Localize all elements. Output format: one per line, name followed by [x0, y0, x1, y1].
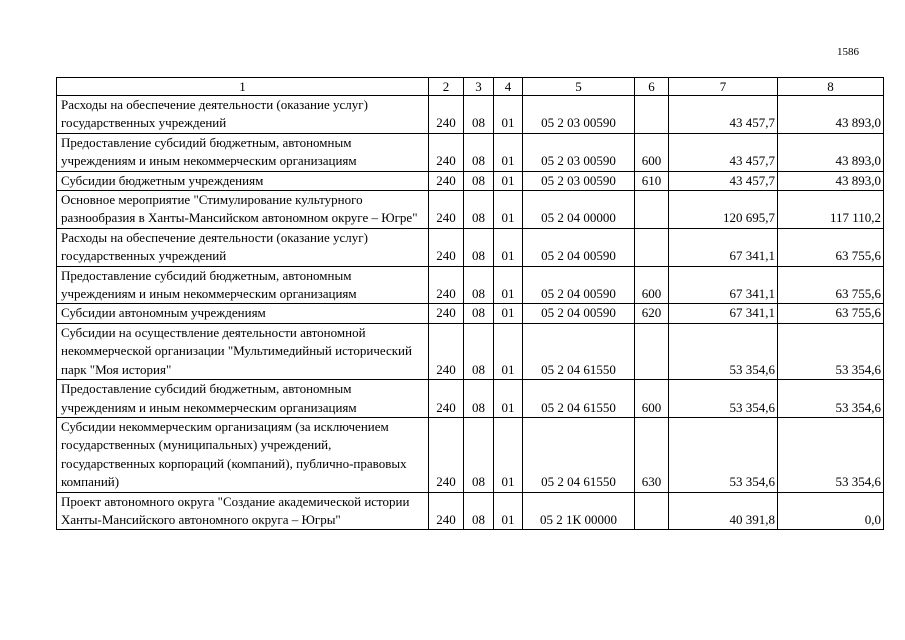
table-row — [57, 304, 884, 323]
amount-col-8: 0,0 — [778, 492, 884, 530]
target-article-code: 05 2 04 61550 — [523, 380, 635, 418]
subsection-code: 01 — [494, 191, 523, 229]
item-name: Предоставление субсидий бюджетным, автономным учреждениям и иным некоммерческим организациям — [57, 266, 429, 304]
table-row — [57, 266, 884, 304]
target-article-code: 05 2 03 00590 — [523, 96, 635, 134]
expense-type-code — [635, 191, 669, 229]
amount-col-7: 53 354,6 — [669, 323, 778, 379]
subsection-code: 01 — [494, 266, 523, 304]
amount-col-7: 43 457,7 — [669, 133, 778, 171]
header-cell: 6 — [635, 78, 669, 96]
target-article-code: 05 2 04 00590 — [523, 266, 635, 304]
amount-col-8: 43 893,0 — [778, 133, 884, 171]
section-code: 08 — [464, 96, 494, 134]
amount-col-7: 67 341,1 — [669, 228, 778, 266]
header-cell: 3 — [464, 78, 494, 96]
section-code: 08 — [464, 228, 494, 266]
section-code: 08 — [464, 191, 494, 229]
table-row — [57, 191, 884, 229]
expense-type-code — [635, 228, 669, 266]
target-article-code: 05 2 03 00590 — [523, 133, 635, 171]
expense-type-code — [635, 323, 669, 379]
subsection-code: 01 — [494, 380, 523, 418]
amount-col-8: 53 354,6 — [778, 380, 884, 418]
item-name: Проект автономного округа "Создание академической истории Ханты-Мансийского автономного округа – Югры" — [57, 492, 429, 530]
item-name: Расходы на обеспечение деятельности (оказание услуг) государственных учреждений — [57, 228, 429, 266]
section-code: 08 — [464, 323, 494, 379]
subsection-code: 01 — [494, 228, 523, 266]
ministry-code: 240 — [429, 380, 464, 418]
table-row — [57, 380, 884, 418]
ministry-code: 240 — [429, 228, 464, 266]
expense-type-code: 630 — [635, 417, 669, 492]
subsection-code: 01 — [494, 492, 523, 530]
ministry-code: 240 — [429, 323, 464, 379]
item-name: Субсидии некоммерческим организациям (за исключением государственных (муниципальных) учреждений, государственных корпораций (компаний), публично-правовых компаний) — [57, 417, 429, 492]
section-code: 08 — [464, 266, 494, 304]
header-row — [57, 78, 884, 96]
expense-type-code: 610 — [635, 171, 669, 190]
item-name: Субсидии автономным учреждениям — [57, 304, 429, 323]
item-name: Субсидии бюджетным учреждениям — [57, 171, 429, 190]
amount-col-8: 53 354,6 — [778, 323, 884, 379]
amount-col-8: 43 893,0 — [778, 171, 884, 190]
amount-col-7: 67 341,1 — [669, 266, 778, 304]
expense-type-code — [635, 492, 669, 530]
amount-col-8: 63 755,6 — [778, 304, 884, 323]
expense-type-code: 600 — [635, 266, 669, 304]
section-code: 08 — [464, 133, 494, 171]
target-article-code: 05 2 04 00590 — [523, 304, 635, 323]
amount-col-7: 53 354,6 — [669, 380, 778, 418]
expense-type-code: 620 — [635, 304, 669, 323]
table-row — [57, 417, 884, 492]
amount-col-8: 117 110,2 — [778, 191, 884, 229]
amount-col-7: 120 695,7 — [669, 191, 778, 229]
item-name: Субсидии на осуществление деятельности автономной некоммерческой организации "Мультимедийный исторический парк "Моя история" — [57, 323, 429, 379]
subsection-code: 01 — [494, 171, 523, 190]
subsection-code: 01 — [494, 323, 523, 379]
header-cell: 7 — [669, 78, 778, 96]
expense-type-code: 600 — [635, 380, 669, 418]
header-cell: 8 — [778, 78, 884, 96]
item-name: Расходы на обеспечение деятельности (оказание услуг) государственных учреждений — [57, 96, 429, 134]
amount-col-7: 53 354,6 — [669, 417, 778, 492]
target-article-code: 05 2 1К 00000 — [523, 492, 635, 530]
section-code: 08 — [464, 304, 494, 323]
header-cell: 2 — [429, 78, 464, 96]
ministry-code: 240 — [429, 492, 464, 530]
subsection-code: 01 — [494, 96, 523, 134]
amount-col-7: 40 391,8 — [669, 492, 778, 530]
target-article-code: 05 2 04 00000 — [523, 191, 635, 229]
expense-type-code — [635, 96, 669, 134]
subsection-code: 01 — [494, 133, 523, 171]
table-row — [57, 323, 884, 379]
amount-col-8: 63 755,6 — [778, 266, 884, 304]
page-number: 1586 — [837, 46, 859, 58]
table-row — [57, 171, 884, 190]
ministry-code: 240 — [429, 304, 464, 323]
item-name: Основное мероприятие "Стимулирование культурного разнообразия в Ханты-Мансийском автономном округе – Югре" — [57, 191, 429, 229]
ministry-code: 240 — [429, 96, 464, 134]
amount-col-7: 43 457,7 — [669, 171, 778, 190]
subsection-code: 01 — [494, 417, 523, 492]
amount-col-7: 67 341,1 — [669, 304, 778, 323]
section-code: 08 — [464, 492, 494, 530]
target-article-code: 05 2 04 00590 — [523, 228, 635, 266]
table-row — [57, 492, 884, 530]
amount-col-8: 53 354,6 — [778, 417, 884, 492]
item-name: Предоставление субсидий бюджетным, автономным учреждениям и иным некоммерческим организациям — [57, 380, 429, 418]
ministry-code: 240 — [429, 266, 464, 304]
ministry-code: 240 — [429, 133, 464, 171]
expense-type-code: 600 — [635, 133, 669, 171]
header-cell: 1 — [57, 78, 429, 96]
budget-table — [56, 77, 884, 530]
table-row — [57, 228, 884, 266]
amount-col-8: 43 893,0 — [778, 96, 884, 134]
target-article-code: 05 2 04 61550 — [523, 323, 635, 379]
header-cell: 4 — [494, 78, 523, 96]
amount-col-7: 43 457,7 — [669, 96, 778, 134]
section-code: 08 — [464, 171, 494, 190]
item-name: Предоставление субсидий бюджетным, автономным учреждениям и иным некоммерческим организациям — [57, 133, 429, 171]
table-row — [57, 96, 884, 134]
section-code: 08 — [464, 380, 494, 418]
section-code: 08 — [464, 417, 494, 492]
ministry-code: 240 — [429, 417, 464, 492]
subsection-code: 01 — [494, 304, 523, 323]
target-article-code: 05 2 04 61550 — [523, 417, 635, 492]
target-article-code: 05 2 03 00590 — [523, 171, 635, 190]
amount-col-8: 63 755,6 — [778, 228, 884, 266]
ministry-code: 240 — [429, 171, 464, 190]
table-row — [57, 133, 884, 171]
header-cell: 5 — [523, 78, 635, 96]
ministry-code: 240 — [429, 191, 464, 229]
